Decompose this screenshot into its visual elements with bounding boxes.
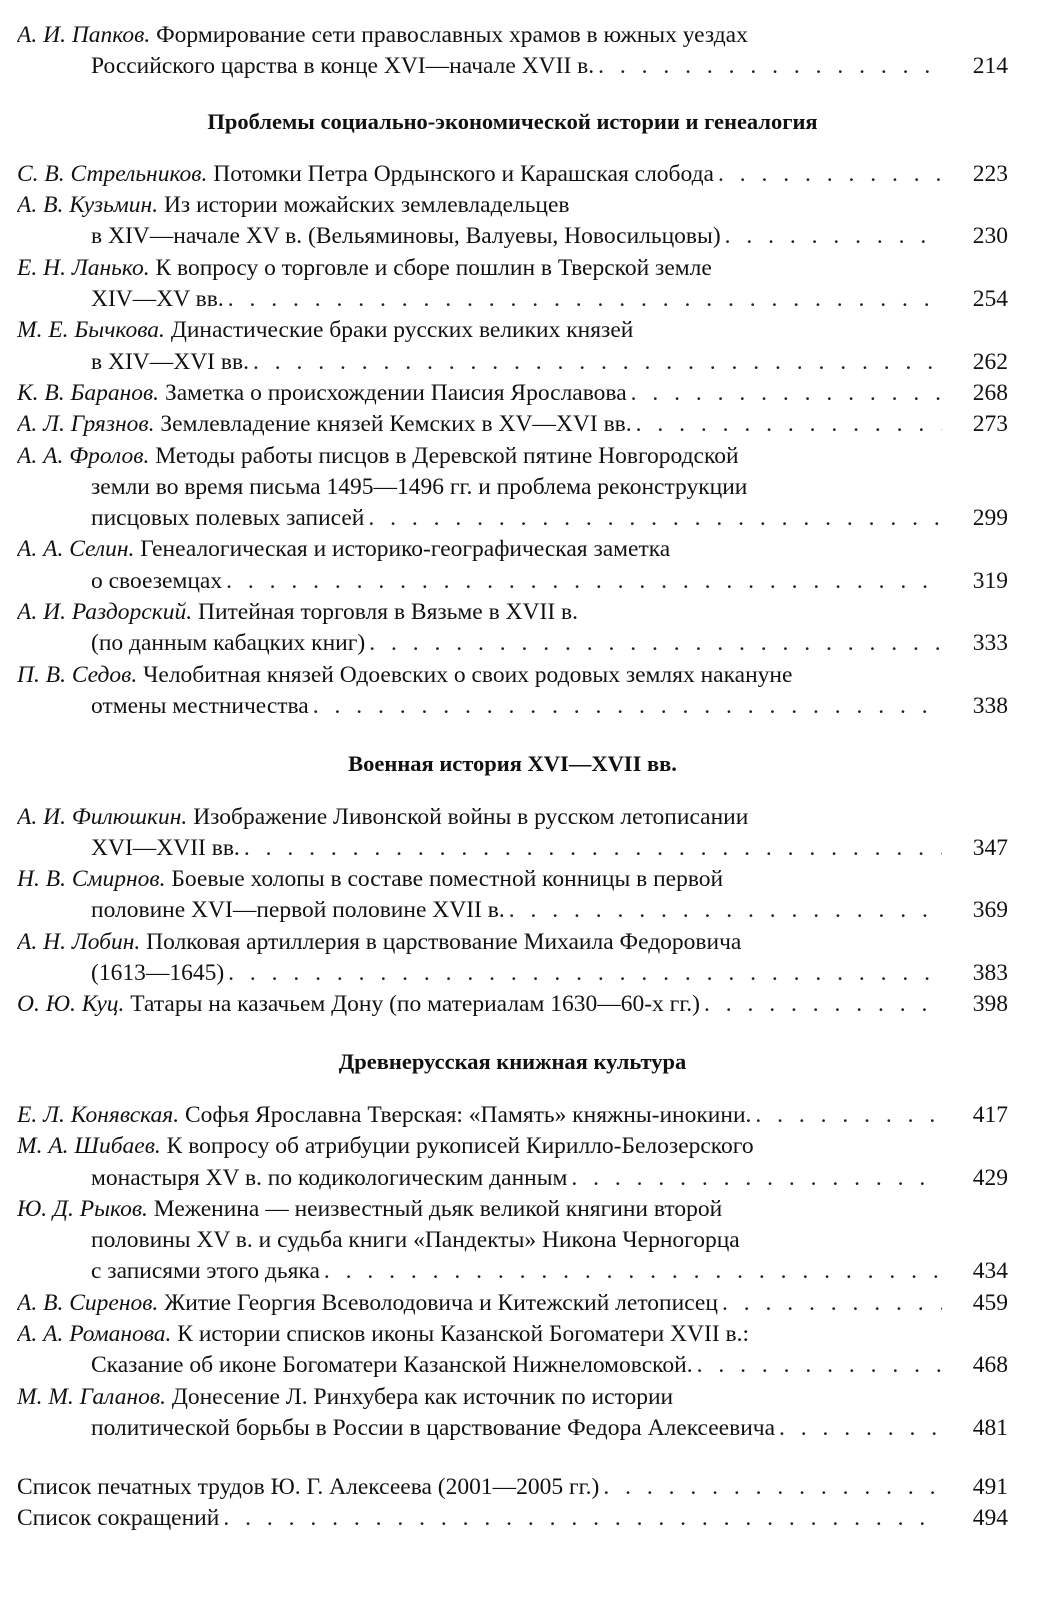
dot-leader bbox=[725, 221, 942, 252]
dot-leader bbox=[368, 503, 942, 534]
toc-entry bbox=[17, 409, 1008, 440]
toc-entry-line bbox=[17, 660, 1008, 691]
toc-entry bbox=[17, 534, 1008, 597]
toc-entry-title: Сказание об иконе Богоматери Казанской Нижнеломовской. bbox=[91, 1352, 693, 1379]
toc-page-number: 262 bbox=[972, 348, 1008, 375]
toc-page-number: 434 bbox=[972, 1258, 1008, 1285]
toc-entry-title: Питейная торговля в Вязьме в XVII в. bbox=[197, 599, 578, 626]
toc-entry-line bbox=[17, 1100, 1008, 1131]
toc-entry-line bbox=[17, 1163, 1008, 1194]
toc-entry bbox=[17, 253, 1008, 316]
dot-leader bbox=[704, 989, 942, 1020]
toc-entry bbox=[17, 927, 1008, 990]
toc-entry-line bbox=[17, 802, 1008, 833]
toc-entry-title: Список печатных трудов Ю. Г. Алексеева (2001—2005 гг.) bbox=[17, 1474, 600, 1501]
toc-entry-text bbox=[17, 1100, 751, 1131]
toc-entry-text bbox=[17, 159, 714, 190]
dot-leader bbox=[313, 691, 942, 722]
toc-entry-author: Ю. Д. Рыков. bbox=[17, 1195, 148, 1222]
toc-entry-line bbox=[17, 1319, 1008, 1350]
toc-entry bbox=[17, 1319, 1008, 1382]
dot-leader bbox=[718, 159, 942, 190]
toc-entry-line bbox=[17, 1131, 1008, 1162]
toc-entry bbox=[17, 1194, 1008, 1288]
toc-entry-title: в XIV—XVI вв. bbox=[91, 348, 249, 375]
toc-entry-title: Заметка о происхождении Паисия Ярославова bbox=[164, 379, 627, 406]
dot-leader bbox=[631, 378, 942, 409]
toc-entry-line bbox=[17, 253, 1008, 284]
dot-leader bbox=[228, 958, 942, 989]
toc-entry-author: А. А. Романова. bbox=[17, 1320, 172, 1347]
toc-entry-author: А. И. Папков. bbox=[17, 22, 151, 48]
toc-entry-text bbox=[17, 989, 700, 1020]
toc-entry-author: А. А. Фролов. bbox=[17, 442, 150, 469]
toc-entry-line bbox=[17, 503, 1008, 534]
toc-entry-line bbox=[17, 284, 1008, 315]
toc-entry-title: (1613—1645) bbox=[91, 960, 225, 987]
toc-entry-line bbox=[17, 190, 1008, 221]
dot-leader bbox=[571, 1163, 942, 1194]
toc-entry-title: Полковая артиллерия в царствование Михаила Федоровича bbox=[146, 928, 742, 955]
toc-page-number: 459 bbox=[972, 1289, 1008, 1316]
toc-entry-title: отмены местничества bbox=[91, 692, 309, 719]
toc-entry-line bbox=[17, 347, 1008, 378]
toc-page-number: 214 bbox=[972, 53, 1008, 80]
toc-entry-line bbox=[17, 566, 1008, 597]
toc-page-number: 268 bbox=[972, 379, 1008, 406]
toc-page-number: 299 bbox=[972, 505, 1008, 532]
toc-entry-line bbox=[17, 1256, 1008, 1287]
toc-entry-author: А. И. Филюшкин. bbox=[17, 803, 188, 830]
toc-entry-title: монастыря XV в. по кодикологическим данным bbox=[91, 1164, 568, 1191]
toc-entry-title: Генеалогическая и историко-географическая заметка bbox=[140, 536, 671, 563]
toc-entry bbox=[17, 1288, 1008, 1319]
toc-entry-title: политической борьбы в России в царствование Федора Алексеевича bbox=[91, 1414, 776, 1441]
toc-entry-title: Меженина — неизвестный дьяк великой княгини второй bbox=[153, 1195, 723, 1222]
toc-entry-title: Династические браки русских великих князей bbox=[170, 317, 634, 344]
dot-leader bbox=[598, 51, 942, 82]
toc-entry bbox=[17, 378, 1008, 409]
toc-entry-line bbox=[17, 1382, 1008, 1413]
toc-entry-author: П. В. Седов. bbox=[17, 661, 138, 688]
toc-entry-title: о своеземцах bbox=[91, 567, 223, 594]
toc-entry-title: XIV—XV вв. bbox=[91, 286, 224, 313]
toc-entry bbox=[17, 802, 1008, 865]
toc-entry-title: Изображение Ливонской войны в русском летописании bbox=[193, 803, 749, 830]
toc-entry-line bbox=[17, 1288, 1008, 1319]
toc-entry bbox=[17, 1382, 1008, 1445]
toc-entry-line bbox=[17, 1472, 1008, 1503]
toc-entry bbox=[17, 315, 1008, 378]
toc-entry-author: Н. В. Смирнов. bbox=[17, 866, 166, 893]
toc-entry-line bbox=[17, 378, 1008, 409]
dot-leader bbox=[244, 833, 942, 864]
toc-entry bbox=[17, 597, 1008, 660]
toc-entry-title: писцовых полевых записей bbox=[91, 505, 365, 532]
toc-entry-line bbox=[17, 472, 1008, 503]
toc-entry-title: с записями этого дьяка bbox=[91, 1258, 320, 1285]
toc-entry-title: Формирование сети православных храмов в южных уездах bbox=[156, 22, 748, 48]
toc-page-number: 230 bbox=[972, 223, 1008, 250]
dot-leader bbox=[603, 1472, 942, 1503]
dot-leader bbox=[228, 284, 942, 315]
toc-entry-title: Список сокращений bbox=[17, 1505, 220, 1532]
dot-leader bbox=[253, 347, 942, 378]
toc-entry bbox=[17, 864, 1008, 927]
toc-entry bbox=[17, 20, 1008, 83]
toc-entry-line bbox=[17, 989, 1008, 1020]
toc-entry-title: К истории списков иконы Казанской Богоматери XVII в.: bbox=[177, 1320, 750, 1347]
toc-entry-title: Потомки Петра Ордынского и Карашская слобода bbox=[213, 160, 714, 187]
toc-entry-line bbox=[17, 597, 1008, 628]
dot-leader bbox=[509, 895, 942, 926]
toc-page-number: 494 bbox=[972, 1505, 1008, 1532]
toc-entry-line bbox=[17, 1194, 1008, 1225]
toc-entry-line bbox=[17, 833, 1008, 864]
toc-entry-author: Е. Л. Конявская. bbox=[17, 1101, 180, 1128]
toc-entry-title: XVI—XVII вв. bbox=[91, 834, 240, 861]
toc-entry-author: Е. Н. Ланько. bbox=[17, 254, 150, 281]
toc-entry-line bbox=[17, 221, 1008, 252]
toc-entry-author: А. В. Кузьмин. bbox=[17, 192, 159, 219]
section-heading: Проблемы социально-экономической истории и генеалогия bbox=[207, 108, 818, 134]
toc-page-number: 369 bbox=[972, 897, 1008, 924]
toc-entry bbox=[17, 1100, 1008, 1131]
toc-entry-title: половине XVI—первой половине XVII в. bbox=[91, 897, 505, 924]
toc-page-number: 417 bbox=[972, 1101, 1008, 1128]
toc-entry-title: Методы работы писцов в Деревской пятине Новгородской bbox=[155, 442, 739, 469]
toc-entry-author: А. И. Раздорский. bbox=[17, 599, 193, 626]
toc-entry bbox=[17, 441, 1008, 535]
toc-entry-text bbox=[17, 378, 627, 409]
toc-page-number: 429 bbox=[972, 1164, 1008, 1191]
toc-entry-line bbox=[17, 1503, 1008, 1534]
toc-page-number: 347 bbox=[972, 834, 1008, 861]
toc-entry-author: А. А. Селин. bbox=[17, 536, 135, 563]
toc-entry-line bbox=[17, 1225, 1008, 1256]
toc-page-number: 491 bbox=[972, 1474, 1008, 1501]
toc-page-number: 338 bbox=[972, 692, 1008, 719]
toc-entry-title: Землевладение князей Кемских в XV—XVI вв. bbox=[160, 411, 632, 438]
toc-entry-title: (по данным кабацких книг) bbox=[91, 630, 366, 657]
dot-leader bbox=[636, 409, 942, 440]
toc-entry-line bbox=[17, 691, 1008, 722]
toc-entry-line bbox=[17, 51, 1008, 82]
dot-leader bbox=[779, 1413, 942, 1444]
dot-leader bbox=[755, 1100, 942, 1131]
toc-entry-author: А. Л. Грязнов. bbox=[17, 411, 155, 438]
toc-entry-title: Российского царства в конце XVI—начале XVII в. bbox=[91, 53, 595, 80]
toc-entry-title: Житие Георгия Всеволодовича и Китежский летописец bbox=[164, 1289, 718, 1316]
toc-entry-author: М. А. Шибаев. bbox=[17, 1133, 161, 1160]
toc-entry-line bbox=[17, 927, 1008, 958]
toc-entry-line bbox=[17, 20, 1008, 51]
toc-entry-title: Из истории можайских землевладельцев bbox=[163, 192, 570, 219]
toc-entry-title: половины XV в. и судьба книги «Пандекты» Никона Черногорца bbox=[91, 1227, 740, 1254]
toc-entry-author: К. В. Баранов. bbox=[17, 379, 160, 406]
toc-entry-line bbox=[17, 441, 1008, 472]
toc-entry bbox=[17, 989, 1008, 1020]
toc-entry-line bbox=[17, 534, 1008, 565]
toc-page-number: 398 bbox=[972, 991, 1008, 1018]
toc-entry-line bbox=[17, 315, 1008, 346]
toc-entry-title: в XIV—начале XV в. (Вельяминовы, Валуевы, Новосильцовы) bbox=[91, 223, 721, 250]
toc-entry-title: земли во время письма 1495—1496 гг. и проблема реконструкции bbox=[91, 473, 748, 500]
toc-entry-title: К вопросу об атрибуции рукописей Кирилло-Белозерского bbox=[166, 1133, 754, 1160]
toc-entry-author: О. Ю. Куц. bbox=[17, 991, 125, 1018]
toc-entry bbox=[17, 1131, 1008, 1194]
dot-leader bbox=[697, 1350, 942, 1381]
toc-entry-author: М. М. Галанов. bbox=[17, 1383, 166, 1410]
toc-entry-line bbox=[17, 958, 1008, 989]
toc-entry-line bbox=[17, 864, 1008, 895]
toc-entry-author: М. Е. Бычкова. bbox=[17, 317, 165, 344]
toc-entry-title: К вопросу о торговле и сборе пошлин в Тверской земле bbox=[155, 254, 712, 281]
toc-page-number: 254 bbox=[972, 286, 1008, 313]
toc-entry bbox=[17, 660, 1008, 723]
toc-entry bbox=[17, 159, 1008, 190]
toc-entry-line bbox=[17, 409, 1008, 440]
toc-page-number: 481 bbox=[972, 1414, 1008, 1441]
toc-entry-title: Донесение Л. Ринхубера как источник по истории bbox=[171, 1383, 674, 1410]
section-heading: Военная история XVI—XVII вв. bbox=[348, 751, 677, 777]
toc-page-number: 223 bbox=[972, 160, 1008, 187]
toc-entry-line bbox=[17, 628, 1008, 659]
toc-entry-author: А. В. Сиренов. bbox=[17, 1289, 159, 1316]
dot-leader bbox=[324, 1256, 942, 1287]
toc-entry-line bbox=[17, 1413, 1008, 1444]
toc-page-number: 383 bbox=[972, 960, 1008, 987]
toc-entry-title: Софья Ярославна Тверская: «Память» княжны-инокини. bbox=[184, 1101, 752, 1128]
toc-page-number: 468 bbox=[972, 1352, 1008, 1379]
toc-entry bbox=[17, 190, 1008, 253]
dot-leader bbox=[722, 1288, 942, 1319]
dot-leader bbox=[223, 1503, 942, 1534]
toc-entry-title: Челобитная князей Одоевских о своих родовых землях накануне bbox=[143, 661, 793, 688]
toc-entry-text bbox=[17, 409, 632, 440]
toc-entry-title: Боевые холопы в составе поместной конницы в первой bbox=[171, 866, 724, 893]
toc-page-number: 319 bbox=[972, 567, 1008, 594]
section-heading: Древнерусская книжная культура bbox=[338, 1048, 687, 1074]
toc-entry-text bbox=[17, 1288, 718, 1319]
toc-page-number: 273 bbox=[972, 411, 1008, 438]
toc-entry-author: А. Н. Лобин. bbox=[17, 928, 141, 955]
toc-entry-title: Татары на казачьем Дону (по материалам 1630—60-х гг.) bbox=[130, 991, 701, 1018]
toc-entry-line bbox=[17, 895, 1008, 926]
toc-page-number: 333 bbox=[972, 630, 1008, 657]
toc-entry-line bbox=[17, 159, 1008, 190]
dot-leader bbox=[226, 566, 942, 597]
toc-entry-author: С. В. Стрельников. bbox=[17, 160, 208, 187]
toc-entry-line bbox=[17, 1350, 1008, 1381]
dot-leader bbox=[369, 628, 942, 659]
